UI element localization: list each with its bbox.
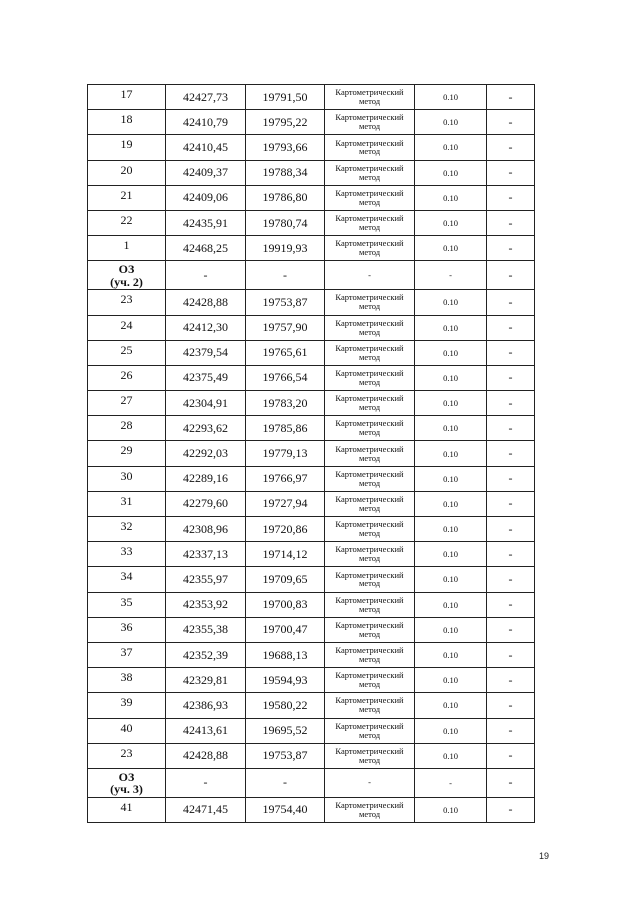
coordinates-table-body	[88, 85, 535, 823]
method-cell: Картометрический метод	[325, 517, 415, 542]
coordinates-table	[87, 84, 535, 823]
y-coordinate-cell: 19780,74	[246, 210, 325, 235]
group-header-row	[88, 261, 535, 290]
description-cell: -	[487, 642, 535, 667]
method-cell: -	[325, 768, 415, 797]
point-number-cell: 23	[88, 290, 166, 315]
method-cell: Картометрический метод	[325, 592, 415, 617]
group-label-cell	[88, 261, 166, 290]
accuracy-cell: 0.10	[415, 290, 487, 315]
accuracy-cell: 0.10	[415, 542, 487, 567]
description-cell: -	[487, 315, 535, 340]
method-cell: Картометрический метод	[325, 340, 415, 365]
point-number-cell: 37	[88, 642, 166, 667]
method-cell: Картометрический метод	[325, 365, 415, 390]
description-cell: -	[487, 391, 535, 416]
description-cell: -	[487, 236, 535, 261]
y-coordinate-cell: 19727,94	[246, 491, 325, 516]
table-row	[88, 85, 535, 110]
table-row	[88, 416, 535, 441]
y-coordinate-cell: 19580,22	[246, 693, 325, 718]
y-coordinate-cell: 19594,93	[246, 668, 325, 693]
description-cell: -	[487, 567, 535, 592]
point-number-cell: 23	[88, 743, 166, 768]
accuracy-cell: 0.10	[415, 718, 487, 743]
point-number-cell: 41	[88, 797, 166, 822]
accuracy-cell: 0.10	[415, 797, 487, 822]
description-cell: -	[487, 517, 535, 542]
table-row	[88, 185, 535, 210]
accuracy-cell: 0.10	[415, 642, 487, 667]
method-cell: Картометрический метод	[325, 718, 415, 743]
point-number-cell: 38	[88, 668, 166, 693]
point-number-cell: 31	[88, 491, 166, 516]
description-cell: -	[487, 290, 535, 315]
method-cell: Картометрический метод	[325, 441, 415, 466]
table-row	[88, 466, 535, 491]
y-coordinate-cell: 19786,80	[246, 185, 325, 210]
accuracy-cell: 0.10	[415, 236, 487, 261]
group-label-line1: ОЗ	[118, 769, 135, 784]
description-cell: -	[487, 365, 535, 390]
x-coordinate-cell: 42304,91	[166, 391, 246, 416]
accuracy-cell: -	[415, 768, 487, 797]
accuracy-cell: 0.10	[415, 135, 487, 160]
method-cell: Картометрический метод	[325, 391, 415, 416]
x-coordinate-cell: 42355,38	[166, 617, 246, 642]
y-coordinate-cell: 19793,66	[246, 135, 325, 160]
y-coordinate-cell: -	[246, 768, 325, 797]
method-cell: Картометрический метод	[325, 236, 415, 261]
accuracy-cell: 0.10	[415, 110, 487, 135]
method-cell: Картометрический метод	[325, 416, 415, 441]
group-label-line1: ОЗ	[118, 262, 135, 277]
table-row	[88, 315, 535, 340]
x-coordinate-cell: 42289,16	[166, 466, 246, 491]
point-number-cell: 26	[88, 365, 166, 390]
x-coordinate-cell: 42410,45	[166, 135, 246, 160]
point-number-cell: 19	[88, 135, 166, 160]
point-number-cell: 30	[88, 466, 166, 491]
description-cell: -	[487, 441, 535, 466]
description-cell: -	[487, 491, 535, 516]
point-number-cell: 24	[88, 315, 166, 340]
y-coordinate-cell: 19709,65	[246, 567, 325, 592]
accuracy-cell: 0.10	[415, 466, 487, 491]
y-coordinate-cell: 19785,86	[246, 416, 325, 441]
table-row	[88, 797, 535, 822]
x-coordinate-cell: 42337,13	[166, 542, 246, 567]
description-cell: -	[487, 768, 535, 797]
y-coordinate-cell: 19765,61	[246, 340, 325, 365]
table-row	[88, 391, 535, 416]
table-row	[88, 236, 535, 261]
accuracy-cell: 0.10	[415, 617, 487, 642]
x-coordinate-cell: 42427,73	[166, 85, 246, 110]
point-number-cell: 34	[88, 567, 166, 592]
x-coordinate-cell: 42353,92	[166, 592, 246, 617]
accuracy-cell: 0.10	[415, 491, 487, 516]
description-cell: -	[487, 466, 535, 491]
table-row	[88, 340, 535, 365]
table-row	[88, 668, 535, 693]
point-number-cell: 29	[88, 441, 166, 466]
y-coordinate-cell: 19788,34	[246, 160, 325, 185]
description-cell: -	[487, 210, 535, 235]
method-cell: Картометрический метод	[325, 185, 415, 210]
description-cell: -	[487, 718, 535, 743]
accuracy-cell: 0.10	[415, 210, 487, 235]
table-row	[88, 365, 535, 390]
table-row	[88, 517, 535, 542]
description-cell: -	[487, 797, 535, 822]
x-coordinate-cell: 42292,03	[166, 441, 246, 466]
x-coordinate-cell: 42471,45	[166, 797, 246, 822]
method-cell: Картометрический метод	[325, 135, 415, 160]
point-number-cell: 40	[88, 718, 166, 743]
x-coordinate-cell: 42329,81	[166, 668, 246, 693]
method-cell: Картометрический метод	[325, 797, 415, 822]
table-row	[88, 743, 535, 768]
table-row	[88, 718, 535, 743]
point-number-cell: 17	[88, 85, 166, 110]
x-coordinate-cell: -	[166, 768, 246, 797]
x-coordinate-cell: 42386,93	[166, 693, 246, 718]
description-cell: -	[487, 340, 535, 365]
description-cell: -	[487, 416, 535, 441]
x-coordinate-cell: 42379,54	[166, 340, 246, 365]
y-coordinate-cell: 19766,54	[246, 365, 325, 390]
y-coordinate-cell: 19688,13	[246, 642, 325, 667]
method-cell: Картометрический метод	[325, 642, 415, 667]
point-number-cell: 25	[88, 340, 166, 365]
x-coordinate-cell: 42308,96	[166, 517, 246, 542]
y-coordinate-cell: 19700,83	[246, 592, 325, 617]
table-row	[88, 441, 535, 466]
table-row	[88, 160, 535, 185]
point-number-cell: 22	[88, 210, 166, 235]
point-number-cell: 33	[88, 542, 166, 567]
method-cell: Картометрический метод	[325, 160, 415, 185]
point-number-cell: 18	[88, 110, 166, 135]
y-coordinate-cell: 19757,90	[246, 315, 325, 340]
accuracy-cell: 0.10	[415, 743, 487, 768]
x-coordinate-cell: 42435,91	[166, 210, 246, 235]
accuracy-cell: 0.10	[415, 185, 487, 210]
table-row	[88, 491, 535, 516]
table-row	[88, 617, 535, 642]
table-row	[88, 567, 535, 592]
y-coordinate-cell: 19779,13	[246, 441, 325, 466]
y-coordinate-cell: 19783,20	[246, 391, 325, 416]
table-row	[88, 210, 535, 235]
y-coordinate-cell: 19791,50	[246, 85, 325, 110]
method-cell: Картометрический метод	[325, 466, 415, 491]
method-cell: Картометрический метод	[325, 210, 415, 235]
x-coordinate-cell: 42410,79	[166, 110, 246, 135]
x-coordinate-cell: 42413,61	[166, 718, 246, 743]
accuracy-cell: 0.10	[415, 517, 487, 542]
y-coordinate-cell: -	[246, 261, 325, 290]
description-cell: -	[487, 261, 535, 290]
description-cell: -	[487, 617, 535, 642]
x-coordinate-cell: -	[166, 261, 246, 290]
accuracy-cell: 0.10	[415, 416, 487, 441]
table-row	[88, 542, 535, 567]
accuracy-cell: 0.10	[415, 315, 487, 340]
method-cell: Картометрический метод	[325, 567, 415, 592]
point-number-cell: 20	[88, 160, 166, 185]
y-coordinate-cell: 19795,22	[246, 110, 325, 135]
method-cell: -	[325, 261, 415, 290]
y-coordinate-cell: 19753,87	[246, 743, 325, 768]
description-cell: -	[487, 110, 535, 135]
x-coordinate-cell: 42375,49	[166, 365, 246, 390]
x-coordinate-cell: 42279,60	[166, 491, 246, 516]
accuracy-cell: 0.10	[415, 391, 487, 416]
x-coordinate-cell: 42428,88	[166, 290, 246, 315]
x-coordinate-cell: 42409,06	[166, 185, 246, 210]
method-cell: Картометрический метод	[325, 315, 415, 340]
accuracy-cell: 0.10	[415, 340, 487, 365]
y-coordinate-cell: 19700,47	[246, 617, 325, 642]
point-number-cell: 39	[88, 693, 166, 718]
x-coordinate-cell: 42355,97	[166, 567, 246, 592]
accuracy-cell: 0.10	[415, 592, 487, 617]
table-row	[88, 290, 535, 315]
method-cell: Картометрический метод	[325, 290, 415, 315]
method-cell: Картометрический метод	[325, 617, 415, 642]
x-coordinate-cell: 42409,37	[166, 160, 246, 185]
group-label-line2: (уч. 3)	[110, 782, 143, 797]
table-row	[88, 642, 535, 667]
x-coordinate-cell: 42293,62	[166, 416, 246, 441]
accuracy-cell: 0.10	[415, 441, 487, 466]
accuracy-cell: 0.10	[415, 668, 487, 693]
method-cell: Картометрический метод	[325, 542, 415, 567]
y-coordinate-cell: 19919,93	[246, 236, 325, 261]
method-cell: Картометрический метод	[325, 743, 415, 768]
description-cell: -	[487, 542, 535, 567]
description-cell: -	[487, 185, 535, 210]
description-cell: -	[487, 85, 535, 110]
description-cell: -	[487, 135, 535, 160]
description-cell: -	[487, 693, 535, 718]
y-coordinate-cell: 19714,12	[246, 542, 325, 567]
table-row	[88, 592, 535, 617]
accuracy-cell: -	[415, 261, 487, 290]
point-number-cell: 1	[88, 236, 166, 261]
description-cell: -	[487, 743, 535, 768]
y-coordinate-cell: 19753,87	[246, 290, 325, 315]
y-coordinate-cell: 19766,97	[246, 466, 325, 491]
x-coordinate-cell: 42412,30	[166, 315, 246, 340]
group-header-row	[88, 768, 535, 797]
y-coordinate-cell: 19754,40	[246, 797, 325, 822]
point-number-cell: 35	[88, 592, 166, 617]
method-cell: Картометрический метод	[325, 668, 415, 693]
description-cell: -	[487, 668, 535, 693]
x-coordinate-cell: 42352,39	[166, 642, 246, 667]
table-row	[88, 135, 535, 160]
page-number: 19	[539, 851, 550, 861]
table-row	[88, 693, 535, 718]
accuracy-cell: 0.10	[415, 160, 487, 185]
x-coordinate-cell: 42428,88	[166, 743, 246, 768]
group-label-line2: (уч. 2)	[110, 274, 143, 289]
y-coordinate-cell: 19695,52	[246, 718, 325, 743]
accuracy-cell: 0.10	[415, 693, 487, 718]
table-row	[88, 110, 535, 135]
method-cell: Картометрический метод	[325, 85, 415, 110]
method-cell: Картометрический метод	[325, 491, 415, 516]
x-coordinate-cell: 42468,25	[166, 236, 246, 261]
point-number-cell: 28	[88, 416, 166, 441]
description-cell: -	[487, 592, 535, 617]
point-number-cell: 32	[88, 517, 166, 542]
method-cell: Картометрический метод	[325, 110, 415, 135]
point-number-cell: 21	[88, 185, 166, 210]
accuracy-cell: 0.10	[415, 365, 487, 390]
accuracy-cell: 0.10	[415, 567, 487, 592]
point-number-cell: 36	[88, 617, 166, 642]
method-cell: Картометрический метод	[325, 693, 415, 718]
group-label-cell	[88, 768, 166, 797]
description-cell: -	[487, 160, 535, 185]
accuracy-cell: 0.10	[415, 85, 487, 110]
point-number-cell: 27	[88, 391, 166, 416]
y-coordinate-cell: 19720,86	[246, 517, 325, 542]
